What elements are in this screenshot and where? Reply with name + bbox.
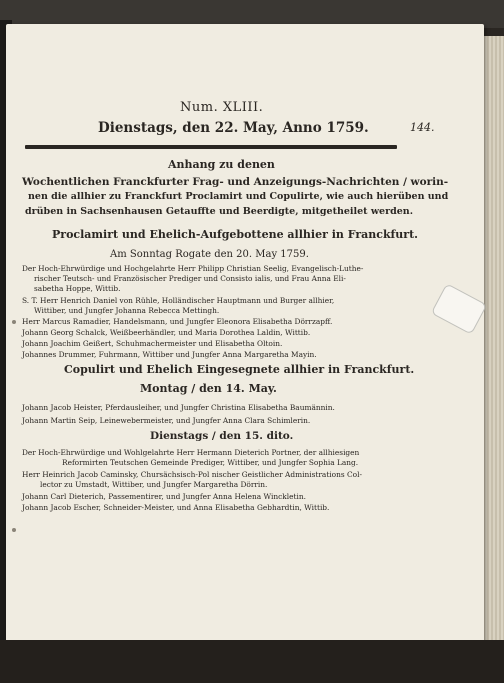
entry-line: Wittiber, und Jungfer Johanna Rebecca Mettingh. — [34, 306, 220, 315]
entry-line: Johannes Drummer, Fuhrmann, Wittiber und Jungfer Anna Margaretha Mayin. — [22, 350, 317, 359]
binding-hole-mark — [12, 320, 16, 324]
issue-date: Dienstags, den 22. May, Anno 1759. — [98, 120, 369, 136]
header-line-3: nen die allhier zu Franckfurt Proclamirt und Copulirte, wie auch hierüben und — [28, 191, 449, 202]
entry-line: lector zu Umstadt, Wittiber, und Jungfer Margaretha Dörrin. — [40, 480, 268, 489]
header-line-4: drüben in Sachsenhausen Getauffte und Beerdigte, mitgetheilet werden. — [25, 206, 413, 217]
folio-number: 144. — [410, 121, 435, 134]
entry-line: Johann Jacob Escher, Schneider-Meister, und Anna Elisabetha Gebhardtin, Wittib. — [22, 503, 330, 512]
entry-line: Johann Carl Dieterich, Passementirer, und Jungfer Anna Helena Winckletin. — [22, 492, 306, 501]
entry-line: Johann Martin Seip, Leinewebermeister, und Jungfer Anna Clara Schimlerin. — [22, 416, 311, 425]
entry-line: Der Hoch-Ehrwürdige und Wohlgelahrte Herr Hermann Dieterich Portner, der allhiesigen — [22, 448, 360, 457]
section-heading-copulirt: Copulirt und Ehelich Eingesegnete allhier in Franckfurt. — [64, 363, 415, 376]
entry-line: Der Hoch-Ehrwürdige und Hochgelahrte Herr Philipp Christian Seelig, Evangelisch-Luthe- — [22, 264, 364, 273]
header-line-2: Wochentlichen Franckfurter Frag- und Anzeigungs-Nachrichten / worin- — [22, 176, 449, 188]
entry-line: Johann Joachim Geißert, Schuhmachermeister und Elisabetha Oltoin. — [22, 339, 283, 348]
issue-number: Num. XLIII. — [180, 100, 264, 115]
section-heading-proclamirt: Proclamirt und Ehelich-Aufgebottene allhier in Franckfurt. — [52, 228, 418, 241]
entry-line: Herr Heinrich Jacob Caminsky, Chursächsisch-Pol nischer Geistlicher Administrations Col- — [22, 470, 362, 479]
entry-line: rischer Teutsch- und Französischer Prediger und Consisto ialis, und Frau Anna Eli- — [34, 274, 346, 283]
binding-hole-mark — [12, 528, 16, 532]
header-rule — [25, 145, 397, 149]
date-subheading: Dienstags / den 15. dito. — [150, 430, 294, 442]
header-line-1: Anhang zu denen — [168, 158, 275, 171]
entry-line: Reformirten Teutschen Gemeinde Prediger, Wittiber, und Jungfer Sophia Lang. — [62, 458, 359, 467]
date-subheading: Am Sonntag Rogate den 20. May 1759. — [110, 249, 309, 260]
entry-line: Johann Jacob Heister, Pferdausleiher, und Jungfer Christina Elisabetha Baumännin. — [22, 403, 335, 412]
date-subheading: Montag / den 14. May. — [140, 382, 277, 395]
entry-line: sabetha Hoppe, Wittib. — [34, 284, 121, 293]
entry-line: Herr Marcus Ramadier, Handelsmann, und Jungfer Eleonora Elisabetha Dörrzapff. — [22, 317, 333, 326]
backdrop-bottom — [0, 640, 504, 683]
entry-line: Johann Georg Schalck, Weißbeerhändler, und Maria Dorothea Laldin, Wittib. — [22, 328, 311, 337]
entry-line: S. T. Herr Henrich Daniel von Rühle, Holländischer Hauptmann und Burger allhier, — [22, 296, 335, 305]
